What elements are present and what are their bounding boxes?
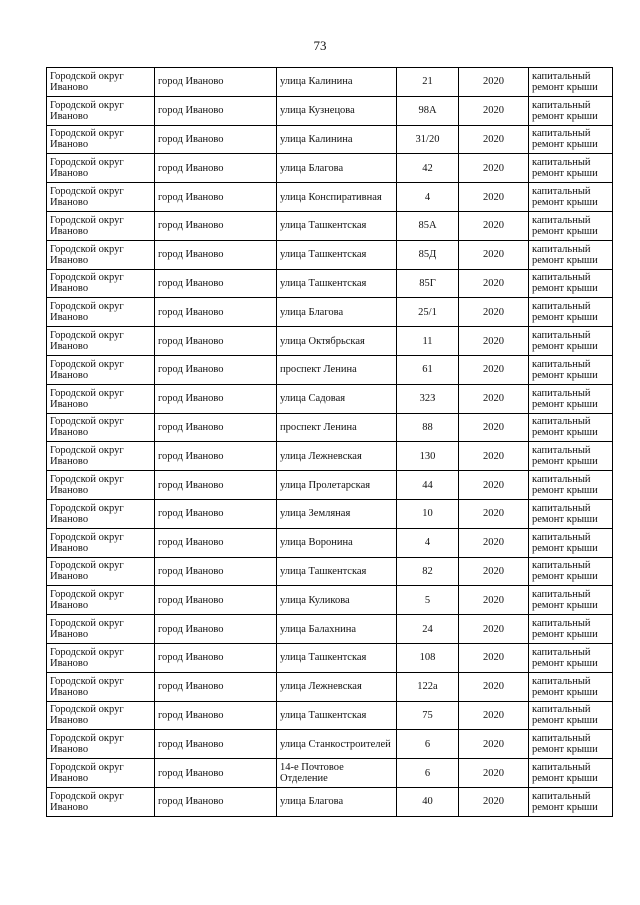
cell-work-type: капитальный ремонт крыши bbox=[529, 557, 613, 586]
cell-year: 2020 bbox=[459, 557, 529, 586]
cell-work-type: капитальный ремонт крыши bbox=[529, 240, 613, 269]
table-row bbox=[47, 183, 613, 212]
table-row bbox=[47, 327, 613, 356]
cell-house-number: 122а bbox=[397, 672, 459, 701]
table-row bbox=[47, 615, 613, 644]
cell-work-type: капитальный ремонт крыши bbox=[529, 327, 613, 356]
table-row bbox=[47, 586, 613, 615]
cell-house-number: 42 bbox=[397, 154, 459, 183]
cell-house-number: 85А bbox=[397, 211, 459, 240]
cell-street: улица Калинина bbox=[277, 125, 397, 154]
cell-city: город Иваново bbox=[155, 557, 277, 586]
cell-year: 2020 bbox=[459, 471, 529, 500]
cell-work-type: капитальный ремонт крыши bbox=[529, 787, 613, 816]
table-row bbox=[47, 413, 613, 442]
cell-house-number: 21 bbox=[397, 68, 459, 97]
cell-house-number: 108 bbox=[397, 643, 459, 672]
cell-street: улица Лежневская bbox=[277, 442, 397, 471]
cell-city: город Иваново bbox=[155, 298, 277, 327]
cell-street: улица Конспиративная bbox=[277, 183, 397, 212]
cell-municipal-district: Городской округ Иваново bbox=[47, 643, 155, 672]
cell-house-number: 31/20 bbox=[397, 125, 459, 154]
cell-work-type: капитальный ремонт крыши bbox=[529, 269, 613, 298]
cell-work-type: капитальный ремонт крыши bbox=[529, 528, 613, 557]
registry-table bbox=[46, 67, 613, 817]
cell-year: 2020 bbox=[459, 413, 529, 442]
cell-work-type: капитальный ремонт крыши bbox=[529, 615, 613, 644]
table-row bbox=[47, 557, 613, 586]
cell-municipal-district: Городской округ Иваново bbox=[47, 759, 155, 788]
cell-year: 2020 bbox=[459, 442, 529, 471]
cell-year: 2020 bbox=[459, 643, 529, 672]
cell-municipal-district: Городской округ Иваново bbox=[47, 442, 155, 471]
cell-year: 2020 bbox=[459, 759, 529, 788]
cell-year: 2020 bbox=[459, 183, 529, 212]
cell-street: улица Благова bbox=[277, 787, 397, 816]
table-row bbox=[47, 298, 613, 327]
cell-work-type: капитальный ремонт крыши bbox=[529, 499, 613, 528]
cell-year: 2020 bbox=[459, 298, 529, 327]
cell-year: 2020 bbox=[459, 211, 529, 240]
cell-municipal-district: Городской округ Иваново bbox=[47, 298, 155, 327]
cell-house-number: 6 bbox=[397, 759, 459, 788]
cell-year: 2020 bbox=[459, 787, 529, 816]
cell-year: 2020 bbox=[459, 96, 529, 125]
cell-city: город Иваново bbox=[155, 528, 277, 557]
cell-municipal-district: Городской округ Иваново bbox=[47, 701, 155, 730]
cell-municipal-district: Городской округ Иваново bbox=[47, 586, 155, 615]
registry-table-body bbox=[47, 68, 613, 817]
table-row bbox=[47, 96, 613, 125]
cell-work-type: капитальный ремонт крыши bbox=[529, 442, 613, 471]
cell-work-type: капитальный ремонт крыши bbox=[529, 125, 613, 154]
cell-work-type: капитальный ремонт крыши bbox=[529, 672, 613, 701]
cell-work-type: капитальный ремонт крыши bbox=[529, 471, 613, 500]
cell-street: улица Октябрьская bbox=[277, 327, 397, 356]
cell-year: 2020 bbox=[459, 528, 529, 557]
cell-street: улица Пролетарская bbox=[277, 471, 397, 500]
cell-house-number: 4 bbox=[397, 183, 459, 212]
table-row bbox=[47, 240, 613, 269]
cell-house-number: 82 bbox=[397, 557, 459, 586]
cell-street: улица Ташкентская bbox=[277, 701, 397, 730]
table-row bbox=[47, 355, 613, 384]
cell-city: город Иваново bbox=[155, 154, 277, 183]
cell-municipal-district: Городской округ Иваново bbox=[47, 96, 155, 125]
cell-municipal-district: Городской округ Иваново bbox=[47, 787, 155, 816]
table-row bbox=[47, 701, 613, 730]
page-number: 73 bbox=[313, 38, 327, 53]
cell-municipal-district: Городской округ Иваново bbox=[47, 327, 155, 356]
cell-work-type: капитальный ремонт крыши bbox=[529, 298, 613, 327]
cell-street: проспект Ленина bbox=[277, 355, 397, 384]
cell-year: 2020 bbox=[459, 730, 529, 759]
cell-city: город Иваново bbox=[155, 384, 277, 413]
cell-city: город Иваново bbox=[155, 730, 277, 759]
cell-year: 2020 bbox=[459, 615, 529, 644]
cell-municipal-district: Городской округ Иваново bbox=[47, 730, 155, 759]
cell-street: улица Балахнина bbox=[277, 615, 397, 644]
cell-city: город Иваново bbox=[155, 672, 277, 701]
cell-work-type: капитальный ремонт крыши bbox=[529, 384, 613, 413]
cell-city: город Иваново bbox=[155, 586, 277, 615]
table-row bbox=[47, 154, 613, 183]
cell-year: 2020 bbox=[459, 68, 529, 97]
cell-municipal-district: Городской округ Иваново bbox=[47, 154, 155, 183]
cell-city: город Иваново bbox=[155, 413, 277, 442]
cell-municipal-district: Городской округ Иваново bbox=[47, 269, 155, 298]
cell-city: город Иваново bbox=[155, 643, 277, 672]
cell-work-type: капитальный ремонт крыши bbox=[529, 154, 613, 183]
cell-municipal-district: Городской округ Иваново bbox=[47, 68, 155, 97]
cell-year: 2020 bbox=[459, 240, 529, 269]
cell-year: 2020 bbox=[459, 499, 529, 528]
cell-street: улица Ташкентская bbox=[277, 269, 397, 298]
cell-municipal-district: Городской округ Иваново bbox=[47, 211, 155, 240]
cell-year: 2020 bbox=[459, 125, 529, 154]
cell-street: улица Ташкентская bbox=[277, 643, 397, 672]
cell-house-number: 24 bbox=[397, 615, 459, 644]
cell-house-number: 32З bbox=[397, 384, 459, 413]
cell-work-type: капитальный ремонт крыши bbox=[529, 643, 613, 672]
cell-street: улица Калинина bbox=[277, 68, 397, 97]
cell-house-number: 85Г bbox=[397, 269, 459, 298]
cell-city: город Иваново bbox=[155, 269, 277, 298]
cell-street: улица Садовая bbox=[277, 384, 397, 413]
cell-house-number: 25/1 bbox=[397, 298, 459, 327]
cell-house-number: 40 bbox=[397, 787, 459, 816]
cell-year: 2020 bbox=[459, 327, 529, 356]
cell-municipal-district: Городской округ Иваново bbox=[47, 528, 155, 557]
cell-work-type: капитальный ремонт крыши bbox=[529, 586, 613, 615]
cell-municipal-district: Городской округ Иваново bbox=[47, 672, 155, 701]
cell-city: город Иваново bbox=[155, 499, 277, 528]
cell-house-number: 5 bbox=[397, 586, 459, 615]
cell-city: город Иваново bbox=[155, 211, 277, 240]
cell-work-type: капитальный ремонт крыши bbox=[529, 355, 613, 384]
cell-year: 2020 bbox=[459, 355, 529, 384]
cell-work-type: капитальный ремонт крыши bbox=[529, 701, 613, 730]
cell-street: улица Ташкентская bbox=[277, 557, 397, 586]
table-row bbox=[47, 787, 613, 816]
cell-house-number: 85Д bbox=[397, 240, 459, 269]
cell-municipal-district: Городской округ Иваново bbox=[47, 499, 155, 528]
cell-city: город Иваново bbox=[155, 701, 277, 730]
cell-house-number: 75 bbox=[397, 701, 459, 730]
cell-house-number: 44 bbox=[397, 471, 459, 500]
cell-city: город Иваново bbox=[155, 442, 277, 471]
cell-year: 2020 bbox=[459, 384, 529, 413]
cell-house-number: 6 bbox=[397, 730, 459, 759]
cell-street: проспект Ленина bbox=[277, 413, 397, 442]
cell-house-number: 130 bbox=[397, 442, 459, 471]
cell-city: город Иваново bbox=[155, 327, 277, 356]
cell-year: 2020 bbox=[459, 154, 529, 183]
cell-year: 2020 bbox=[459, 269, 529, 298]
cell-city: город Иваново bbox=[155, 125, 277, 154]
cell-municipal-district: Городской округ Иваново bbox=[47, 615, 155, 644]
cell-city: город Иваново bbox=[155, 471, 277, 500]
table-row bbox=[47, 528, 613, 557]
table-row bbox=[47, 384, 613, 413]
table-row bbox=[47, 643, 613, 672]
cell-municipal-district: Городской округ Иваново bbox=[47, 413, 155, 442]
cell-street: улица Лежневская bbox=[277, 672, 397, 701]
cell-street: 14-е Почтовое Отделение bbox=[277, 759, 397, 788]
cell-house-number: 61 bbox=[397, 355, 459, 384]
cell-year: 2020 bbox=[459, 586, 529, 615]
cell-city: город Иваново bbox=[155, 240, 277, 269]
cell-year: 2020 bbox=[459, 672, 529, 701]
table-row bbox=[47, 442, 613, 471]
cell-city: город Иваново bbox=[155, 68, 277, 97]
cell-city: город Иваново bbox=[155, 183, 277, 212]
cell-municipal-district: Городской округ Иваново bbox=[47, 125, 155, 154]
cell-year: 2020 bbox=[459, 701, 529, 730]
cell-street: улица Куликова bbox=[277, 586, 397, 615]
table-row bbox=[47, 68, 613, 97]
cell-street: улица Земляная bbox=[277, 499, 397, 528]
table-row bbox=[47, 499, 613, 528]
cell-city: город Иваново bbox=[155, 355, 277, 384]
cell-street: улица Благова bbox=[277, 298, 397, 327]
cell-house-number: 98А bbox=[397, 96, 459, 125]
cell-municipal-district: Городской округ Иваново bbox=[47, 183, 155, 212]
cell-work-type: капитальный ремонт крыши bbox=[529, 96, 613, 125]
table-row bbox=[47, 211, 613, 240]
cell-street: улица Ташкентская bbox=[277, 211, 397, 240]
cell-work-type: капитальный ремонт крыши bbox=[529, 183, 613, 212]
cell-house-number: 11 bbox=[397, 327, 459, 356]
table-row bbox=[47, 730, 613, 759]
cell-city: город Иваново bbox=[155, 615, 277, 644]
table-row bbox=[47, 672, 613, 701]
cell-street: улица Станкостроителей bbox=[277, 730, 397, 759]
cell-street: улица Благова bbox=[277, 154, 397, 183]
cell-municipal-district: Городской округ Иваново bbox=[47, 355, 155, 384]
cell-street: улица Кузнецова bbox=[277, 96, 397, 125]
cell-municipal-district: Городской округ Иваново bbox=[47, 471, 155, 500]
table-row bbox=[47, 759, 613, 788]
cell-municipal-district: Городской округ Иваново bbox=[47, 557, 155, 586]
cell-work-type: капитальный ремонт крыши bbox=[529, 730, 613, 759]
cell-city: город Иваново bbox=[155, 759, 277, 788]
cell-work-type: капитальный ремонт крыши bbox=[529, 413, 613, 442]
cell-work-type: капитальный ремонт крыши bbox=[529, 759, 613, 788]
cell-municipal-district: Городской округ Иваново bbox=[47, 240, 155, 269]
cell-city: город Иваново bbox=[155, 96, 277, 125]
cell-house-number: 88 bbox=[397, 413, 459, 442]
cell-house-number: 10 bbox=[397, 499, 459, 528]
cell-city: город Иваново bbox=[155, 787, 277, 816]
cell-street: улица Ташкентская bbox=[277, 240, 397, 269]
cell-work-type: капитальный ремонт крыши bbox=[529, 68, 613, 97]
cell-work-type: капитальный ремонт крыши bbox=[529, 211, 613, 240]
table-row bbox=[47, 269, 613, 298]
cell-house-number: 4 bbox=[397, 528, 459, 557]
cell-municipal-district: Городской округ Иваново bbox=[47, 384, 155, 413]
table-row bbox=[47, 471, 613, 500]
cell-street: улица Воронина bbox=[277, 528, 397, 557]
table-row bbox=[47, 125, 613, 154]
